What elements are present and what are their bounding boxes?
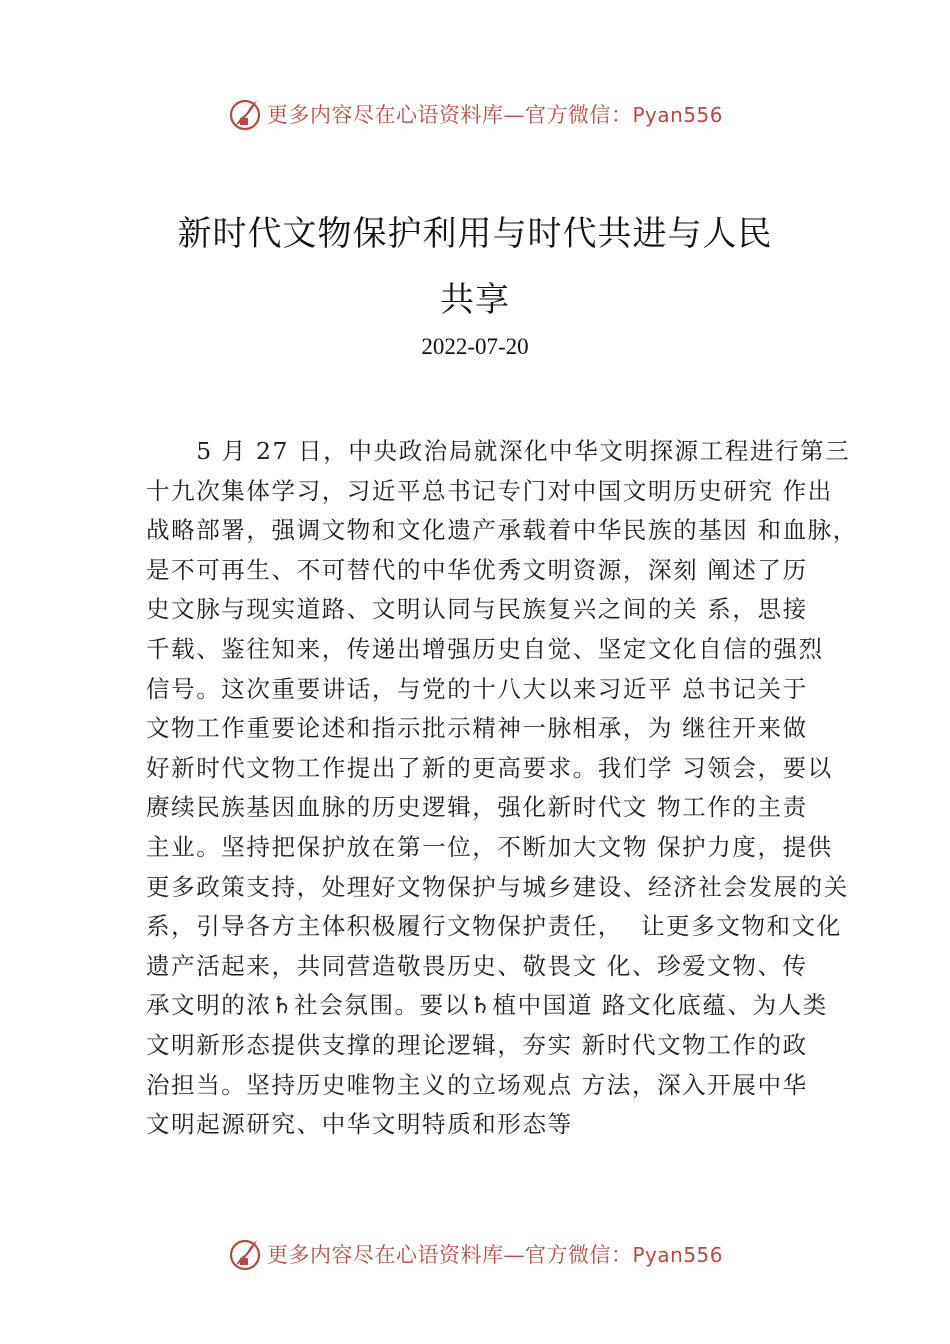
body-line: 5 月 27 日，中央政治局就深化中华文明探源工程进行第三 xyxy=(146,437,851,465)
wechat-id: Pyan556 xyxy=(632,1243,723,1267)
body-line: 史文脉与现实道路、文明认同与民族复兴之间的关 系，思接 xyxy=(146,595,808,624)
body-line: 战略部署，强调文物和文化遗产承载着中华民族的基因 和血脉， xyxy=(146,516,858,545)
body-line: 十九次集体学习，习近平总书记专门对中国文明历史研究 作出 xyxy=(146,476,833,505)
top-banner xyxy=(0,94,950,134)
document-title-line-2: 共享 xyxy=(440,280,510,320)
banner-slogan: 更多内容尽在心语资料库—官方微信： xyxy=(266,1243,633,1267)
document-date: 2022-07-20 xyxy=(421,334,529,359)
body-line: 是不可再生、不可替代的中华优秀文明资源，深刻 阐述了历 xyxy=(146,555,808,584)
body-line: 千载、鉴往知来，传递出增强历史自觉、坚定文化自信的强烈 xyxy=(146,634,824,663)
body-line: 系，引导各方主体积极履行文物保护责任， 让更多文物和文化 xyxy=(146,912,842,941)
body-line: 文明起源研究、中华文明特质和形态等 xyxy=(146,1110,573,1139)
banner-text xyxy=(267,1239,723,1269)
body-line: 赓续民族基因血脉的历史逻辑，强化新时代文 物工作的主责 xyxy=(146,793,808,822)
body-line: 主业。坚持把保护放在第一位，不断加大文物 保护力度，提供 xyxy=(146,832,833,861)
bottom-banner xyxy=(0,1234,950,1274)
document-body xyxy=(146,432,858,1145)
body-line: 承文明的浓♄社会氛围。要以♄植中国道 路文化底蕴、为人类 xyxy=(146,991,828,1020)
banner-text xyxy=(267,99,723,129)
body-line: 文物工作重要论述和指示批示精神一脉相承，为 继往开来做 xyxy=(146,714,808,743)
quill-seal-icon xyxy=(227,96,263,132)
quill-seal-icon xyxy=(227,1236,263,1272)
wechat-id: Pyan556 xyxy=(632,103,723,127)
body-line: 遗产活起来，共同营造敬畏历史、敬畏文 化、珍爱文物、传 xyxy=(146,951,808,980)
body-line: 信号。这次重要讲话，与党的十八大以来习近平 总书记关于 xyxy=(146,674,808,703)
document-title-line-1: 新时代文物保护利用与时代共进与人民 xyxy=(177,214,773,254)
body-line: 更多政策支持，处理好文物保护与城乡建设、经济社会发展的关 xyxy=(146,872,849,901)
body-line: 治担当。坚持历史唯物主义的立场观点 方法，深入开展中华 xyxy=(146,1070,808,1099)
body-line: 好新时代文物工作提出了新的更高要求。我们学 习领会，要以 xyxy=(146,753,833,782)
banner-slogan: 更多内容尽在心语资料库—官方微信： xyxy=(266,103,633,127)
body-line: 文明新形态提供支撑的理论逻辑，夯实 新时代文物工作的政 xyxy=(146,1030,808,1059)
